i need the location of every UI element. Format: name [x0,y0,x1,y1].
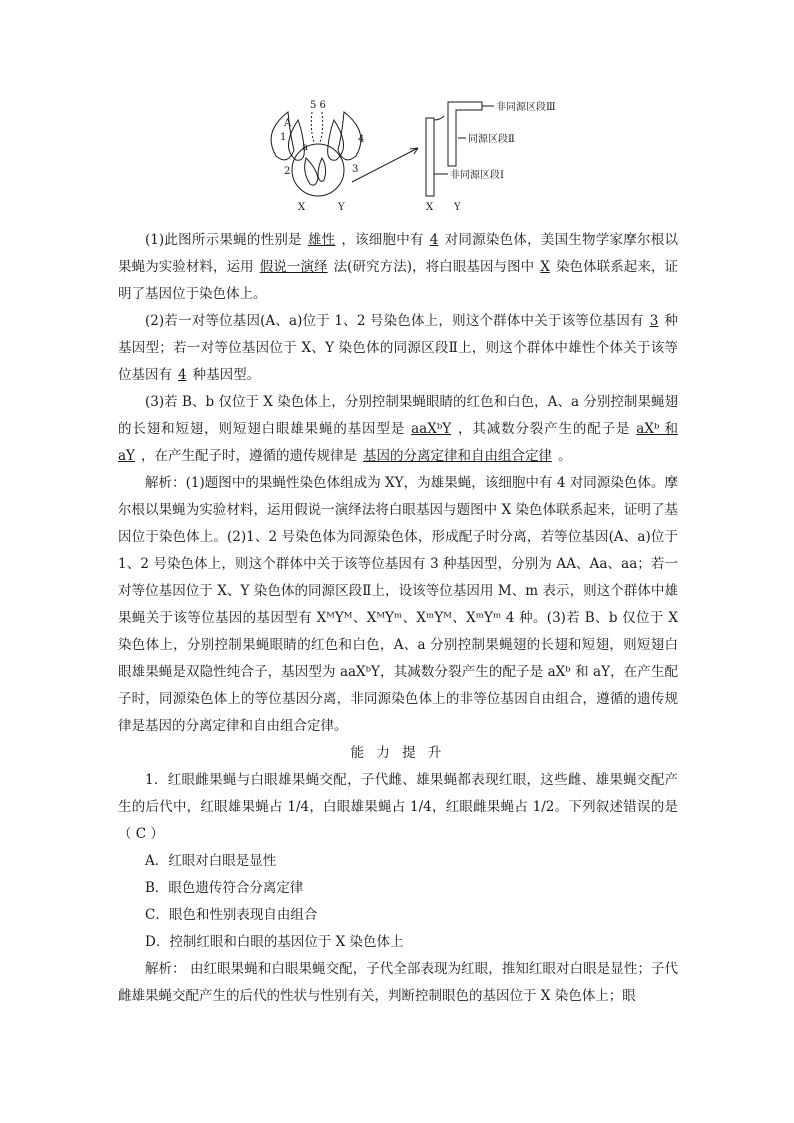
mc-option-d: D．控制红眼和白眼的基因位于 X 染色体上 [145,934,404,950]
label-segment-II: 同源区段Ⅱ [468,134,515,145]
answer-sex: 雄性 [307,232,336,248]
arrow-line [352,148,418,182]
chromosome-X [305,158,318,185]
question-1: (1)此图所示果蝇的性别是 雄性 ，该细胞中有 4 对同源染色体，美国生物学家摩尔根以果蝇为实验材料，运用 假说一演绎 法(研究方法)，将白眼基因与图中 X 染色体联系起来，证明了基因位于染色体上。 [118,232,679,302]
chromosome-6 [320,112,323,142]
answer-gametes: aXᵇ 和 aY [118,421,679,464]
label-X-right: X [426,202,434,213]
answer-homologous-pairs: 4 [429,232,439,248]
question-block [118,227,678,1010]
mc-option-b: B．眼色遗传符合分离定律 [145,880,304,896]
analysis-1: 解析：(1)题图中的果蝇性染色体组成为 XY，为雄果蝇，该细胞中有 4 对同源染色体。摩尔根以果蝇为实验材料，运用假说一演绎法将白眼基因与题图中 X 染色体联系起来，证明了基因位于染色体上。(2)1、2 号染色体为同源染色体，形成配子时分离，若等位基因(A、a)位于 1、2 号染色体上，则这个群体中关于该等位基因有 3 种基因型，分别为 AA、Aa、aa；若一对等位基因位于 X、Y 染色体的同源区段Ⅱ上，设该等位基因用 M、m 表示，则这个群体中雄果蝇关于该等位基因的基因型有 XᴹYᴹ、XᴹYᵐ、XᵐYᴹ、XᵐYᵐ 4 种。(3)若 B、b 仅位于 X 染色体上，分别控制果蝇眼睛的红色和白色，A、a 分别控制果蝇翅的长翅和短翅，则短翅白眼雄果蝇是双隐性纯合子，基因型为 aaXᵇY，其减数分裂产生的配子是 aXᵇ 和 aY，在产生配子时，同源染色体上的等位基因分离，非同源染色体上的非等位基因自由组合，遵循的遗传规律是基因的分离定律和自由组合定律。 [118,475,678,734]
label-4: 4 [358,134,365,145]
label-Y-left: Y [338,202,345,213]
analysis-2: 解析： 由红眼果蝇和白眼果蝇交配，子代全部表现为红眼，推知红眼对白眼是显性；子代雌雄果蝇交配产生的后代的性状与性别有关，判断控制眼色的基因位于 X 染色体上；眼 [118,961,678,1004]
mc-question-1-stem: 1．红眼雌果蝇与白眼雄果蝇交配，子代雌、雄果蝇都表现红眼，这些雌、雄果蝇交配产生的后代中，红眼雄果蝇占 1/4，白眼雄果蝇占 1/4，红眼雌果蝇占 1/2。下列叙述错误的是（ C ） [118,772,678,842]
chromosome-diagram [258,98,558,218]
chromosome-5 [311,112,314,142]
label-a: a [302,142,308,153]
answer-method: 假说一演绎 [259,259,328,275]
chromosome-3 [328,120,344,160]
label-5-6: 5 6 [310,100,326,111]
section-title: 能 力 提 升 [350,745,446,761]
answer-chromosome: X [540,259,550,275]
label-3: 3 [352,164,359,175]
label-segment-I: 非同源区段Ⅰ [450,170,504,181]
x-chromosome-bar [426,118,434,196]
label-Y-right: Y [454,202,461,213]
answer-law: 基因的分离定律和自由组合定律 [362,448,552,464]
answer-genotype-count: 3 [649,313,659,329]
answer-male-genotype-count: 4 [178,367,187,383]
chromosome-figure [258,98,558,218]
answer-genotype: aaXᵇY [411,421,452,437]
label-A: A [284,118,292,129]
label-X-left: X [298,202,306,213]
mc-option-c: C．眼色和性别表现自由组合 [145,907,318,923]
question-3: (3)若 B、b 仅位于 X 染色体上，分别控制果蝇眼睛的红色和白色，A、a 分别控制果蝇翅的长翅和短翅，则短翅白眼雄果蝇的基因型是 aaXᵇY ，其减数分裂产生的配子是 aXᵇ 和 aY ，在产生配子时，遵循的遗传规律是 基因的分离定律和自由组合定律 。 [118,394,679,464]
mc-option-a: A．红眼对白眼是显性 [145,853,277,869]
label-2: 2 [284,166,291,177]
leader-1 [434,116,444,120]
question-2: (2)若一对等位基因(A、a)位于 1、2 号染色体上，则这个群体中关于该等位基因有 3 种基因型；若一对等位基因位于 X、Y 染色体的同源区段Ⅱ上，则这个群体中雄性个体关于该等位基因有 4 种基因型。 [118,313,679,383]
chromosome-Y [318,158,326,181]
label-1: 1 [280,132,287,143]
label-segment-III: 非同源区段Ⅲ [496,102,556,113]
